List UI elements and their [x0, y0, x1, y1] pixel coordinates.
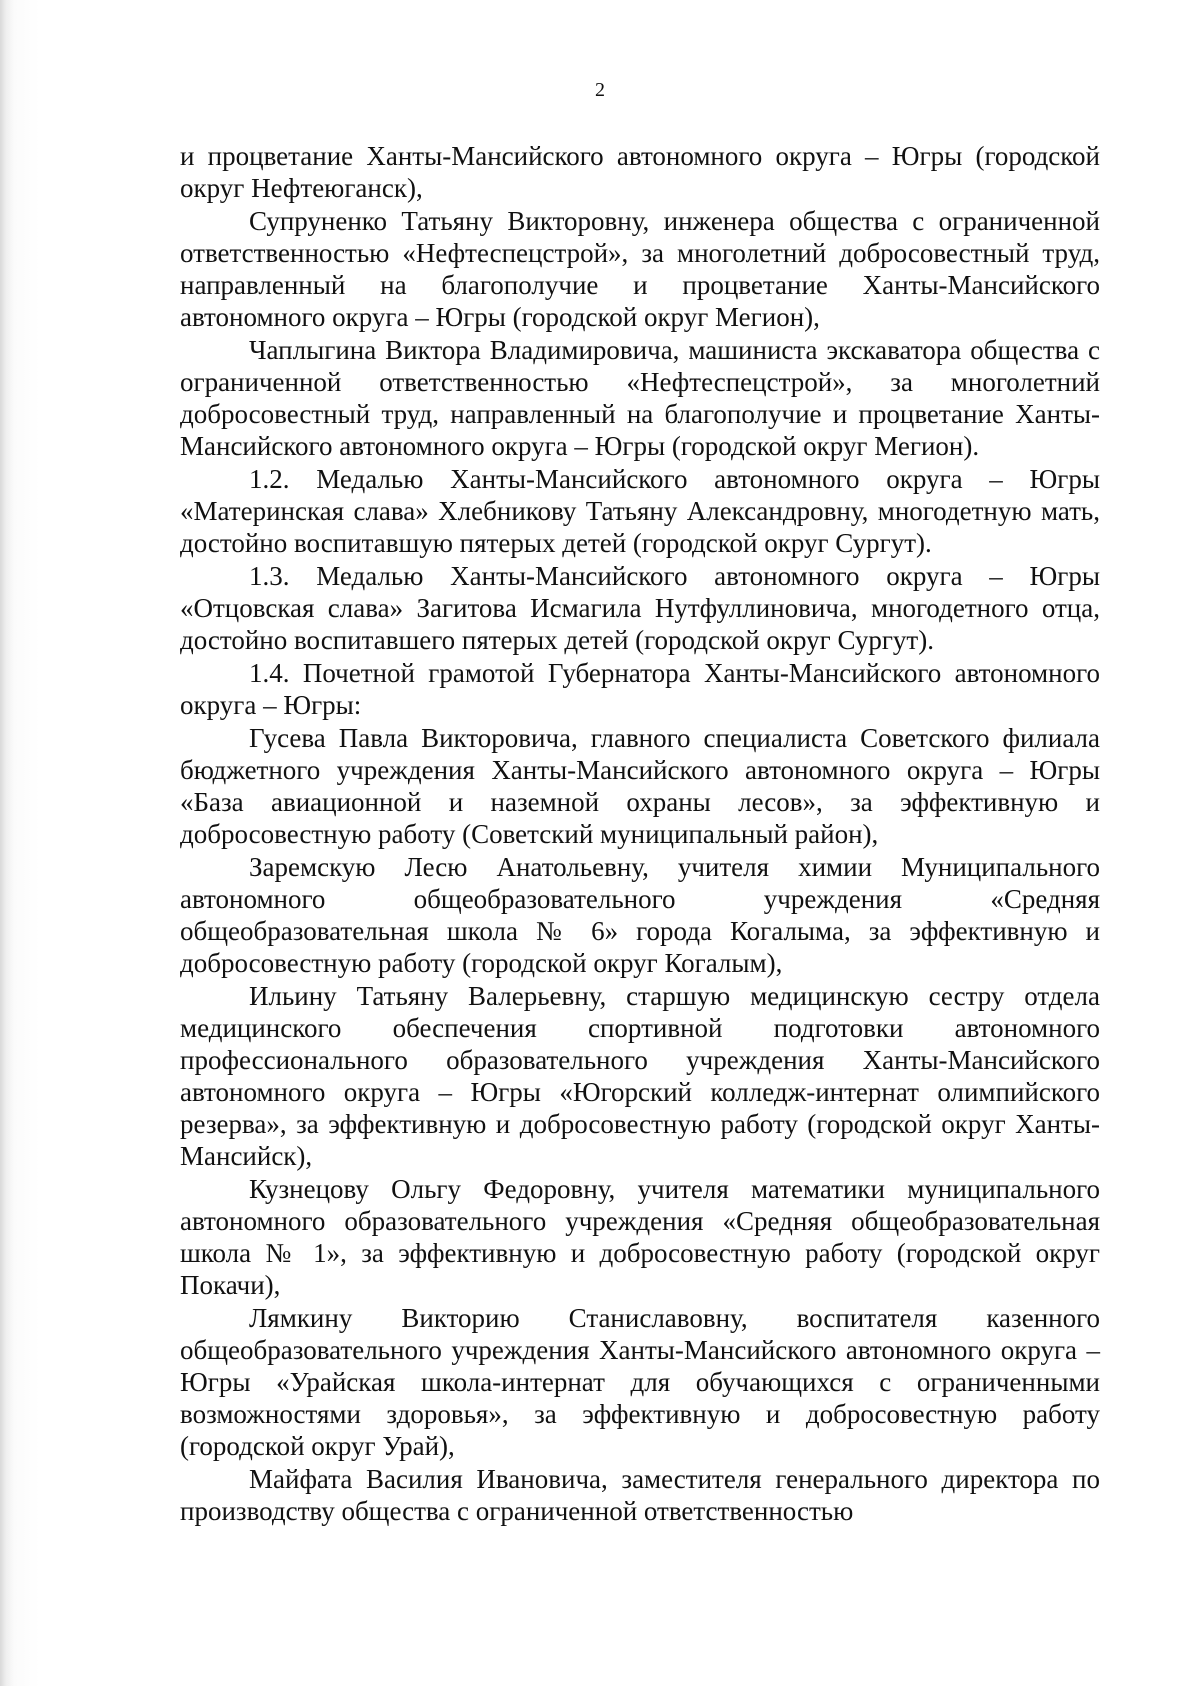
paragraph-award-mayfata: Майфата Василия Ивановича, заместителя генерального директора по производству общества с ограниченной ответственностью [180, 1464, 1100, 1526]
paragraph-award-zaremskaya: Заремскую Лесю Анатольевну, учителя химии Муниципального автономного общеобразовательного учреждения «Средняя общеобразовательная школа № 6» города Когалыма, за эффективную и добросовестную работу (городской округ Когалым), [180, 852, 1100, 978]
paragraph-governor-certificate: 1.4. Почетной грамотой Губернатора Ханты-Мансийского автономного округа – Югры: [180, 658, 1100, 720]
paragraph-award-supruneko: Супруненко Татьяну Викторовну, инженера общества с ограниченной ответственностью «Нефтеспецстрой», за многолетний добросовестный труд, направленный на благополучие и процветание Ханты-Мансийского автономного округа – Югры (городской округ Мегион), [180, 206, 1100, 332]
paragraph-award-ilina: Ильину Татьяну Валерьевну, старшую медицинскую сестру отдела медицинского обеспечения спортивной подготовки автономного профессионального образовательного учреждения Ханты-Мансийского автономного округа – Югры «Югорский колледж-интернат олимпийского резерва», за эффективную и добросовестную работу (городской округ Ханты-Мансийск), [180, 981, 1100, 1171]
paragraph-award-lyamkina: Лямкину Викторию Станиславовну, воспитателя казенного общеобразовательного учреждения Ханты-Мансийского автономного округа – Югры «Урайская школа-интернат для обучающихся с ограниченными возможностями здоровья», за эффективную и добросовестную работу (городской округ Урай), [180, 1303, 1100, 1461]
paragraph-award-chaplygin: Чаплыгина Виктора Владимировича, машиниста экскаватора общества с ограниченной ответственностью «Нефтеспецстрой», за многолетний добросовестный труд, направленный на благополучие и процветание Ханты-Мансийского автономного округа – Югры (городской округ Мегион). [180, 335, 1100, 461]
paragraph-award-guseva: Гусева Павла Викторовича, главного специалиста Советского филиала бюджетного учреждения Ханты-Мансийского автономного округа – Югры «База авиационной и наземной охраны лесов», за эффективную и добросовестную работу (Советский муниципальный район), [180, 723, 1100, 849]
document-body [180, 140, 1100, 1528]
paragraph-award-kuznetsova: Кузнецову Ольгу Федоровну, учителя математики муниципального автономного образовательного учреждения «Средняя общеобразовательная школа № 1», за эффективную и добросовестную работу (городской округ Покачи), [180, 1174, 1100, 1300]
paragraph-continuation: и процветание Ханты-Мансийского автономного округа – Югры (городской округ Нефтеюганск), [180, 141, 1100, 203]
paragraph-medal-paternal-glory: 1.3. Медалью Ханты-Мансийского автономного округа – Югры «Отцовская слава» Загитова Исмагила Нутфуллиновича, многодетного отца, достойно воспитавшего пятерых детей (городской округ Сургут). [180, 561, 1100, 655]
page-number: 2 [595, 79, 605, 101]
paragraph-medal-maternal-glory: 1.2. Медалью Ханты-Мансийского автономного округа – Югры «Материнская слава» Хлебникову Татьяну Александровну, многодетную мать, достойно воспитавшую пятерых детей (городской округ Сургут). [180, 464, 1100, 558]
